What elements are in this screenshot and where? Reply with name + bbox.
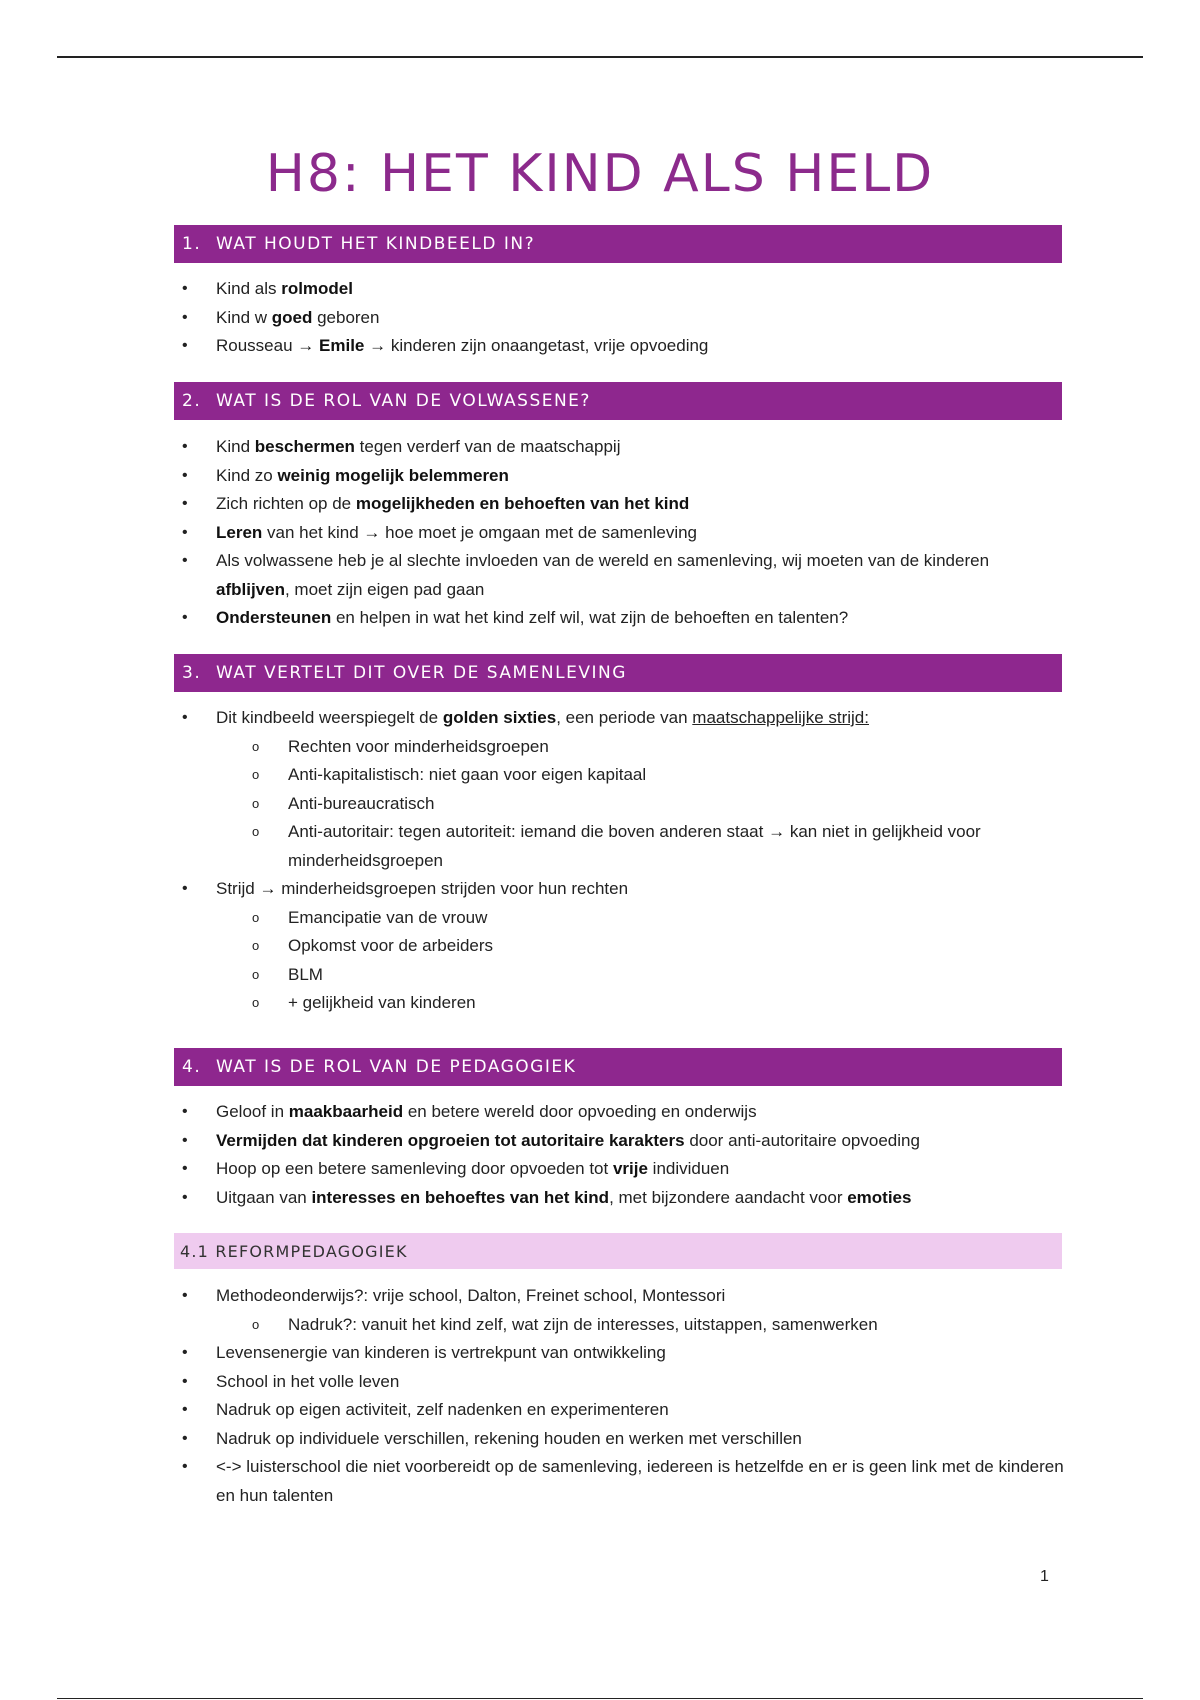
bullet-icon: • bbox=[182, 337, 188, 354]
bullet-icon: • bbox=[182, 280, 188, 297]
section-number: 3. bbox=[182, 663, 202, 683]
sub-list-item: o BLM bbox=[174, 961, 1064, 990]
circle-bullet-icon: o bbox=[252, 938, 260, 953]
section-heading-3 bbox=[174, 654, 1062, 692]
list-item: • Methodeonderwijs?: vrije school, Dalton, Freinet school, Montessori bbox=[174, 1282, 1064, 1311]
sub-list-item: o Anti-bureaucratisch bbox=[174, 790, 1064, 819]
list-item: • Nadruk op eigen activiteit, zelf nadenken en experimenteren bbox=[174, 1396, 1064, 1425]
list-item: • Levensenergie van kinderen is vertrekpunt van ontwikkeling bbox=[174, 1339, 1064, 1368]
bullet-icon: • bbox=[182, 1131, 188, 1149]
arrow-icon: → bbox=[297, 336, 315, 355]
list-item: • Nadruk op individuele verschillen, rekening houden en werken met verschillen bbox=[174, 1425, 1064, 1454]
list-item: • Zich richten op de mogelijkheden en behoeften van het kind bbox=[174, 490, 1064, 519]
circle-bullet-icon: o bbox=[252, 995, 260, 1010]
list-item: • Kind w goed geboren bbox=[174, 304, 1064, 333]
circle-bullet-icon: o bbox=[252, 909, 260, 925]
list-item: • <-> luisterschool die niet voorbereidt op de samenleving, iedereen is hetzelfde en er is geen link met de kinderen en hun talenten bbox=[174, 1453, 1064, 1510]
arrow-icon: → bbox=[369, 336, 387, 355]
section-title: WAT VERTELT DIT OVER DE SAMENLEVING bbox=[216, 663, 627, 683]
circle-bullet-icon: o bbox=[252, 1316, 260, 1332]
section-title: WAT IS DE ROL VAN DE VOLWASSENE? bbox=[216, 391, 591, 411]
bullet-icon: • bbox=[182, 709, 188, 726]
bullet-icon: • bbox=[182, 1160, 188, 1177]
arrow-icon: → bbox=[768, 822, 786, 841]
subsection-heading-4-1 bbox=[174, 1233, 1062, 1269]
list-item: • Leren van het kind → hoe moet je omgaan met de samenleving bbox=[174, 519, 1064, 548]
header-rule bbox=[57, 56, 1143, 58]
section-2-list bbox=[174, 433, 1064, 633]
bullet-icon: • bbox=[182, 1287, 188, 1304]
bullet-icon: • bbox=[182, 552, 188, 569]
circle-bullet-icon: o bbox=[252, 795, 260, 811]
circle-bullet-icon: o bbox=[252, 824, 260, 839]
circle-bullet-icon: o bbox=[252, 966, 260, 982]
section-heading-4 bbox=[174, 1048, 1062, 1086]
sub-list-item: o Emancipatie van de vrouw bbox=[174, 904, 1064, 933]
sub-list-item: o Rechten voor minderheidsgroepen bbox=[174, 733, 1064, 762]
arrow-icon: → bbox=[259, 879, 277, 898]
list-item: • Kind als rolmodel bbox=[174, 275, 1064, 304]
section-heading-1 bbox=[174, 225, 1062, 263]
list-item: • Dit kindbeeld weerspiegelt de golden sixties, een periode van maatschappelijke strijd: bbox=[174, 704, 1064, 733]
list-item: • School in het volle leven bbox=[174, 1368, 1064, 1397]
bullet-icon: • bbox=[182, 1458, 188, 1475]
bullet-icon: • bbox=[182, 1372, 188, 1390]
section-number: 2. bbox=[182, 391, 202, 411]
list-item: • Strijd → minderheidsgroepen strijden voor hun rechten bbox=[174, 875, 1064, 904]
bullet-icon: • bbox=[182, 438, 188, 455]
subsection-4-1-list bbox=[174, 1282, 1064, 1510]
section-4-list bbox=[174, 1098, 1064, 1212]
list-item: • Kind beschermen tegen verderf van de maatschappij bbox=[174, 433, 1064, 462]
sub-list-item: o Anti-autoritair: tegen autoriteit: iemand die boven anderen staat → kan niet in gelijkheid voor minderheidsgroepen bbox=[174, 818, 1064, 875]
section-1-list bbox=[174, 275, 1064, 361]
page-title: H8: HET KIND ALS HELD bbox=[265, 144, 935, 204]
section-title: WAT HOUDT HET KINDBEELD IN? bbox=[216, 234, 536, 254]
bullet-icon: • bbox=[182, 1401, 188, 1418]
bullet-icon: • bbox=[182, 1103, 188, 1120]
circle-bullet-icon: o bbox=[252, 738, 260, 754]
section-3-list bbox=[174, 704, 1064, 1018]
list-item: • Kind zo weinig mogelijk belemmeren bbox=[174, 462, 1064, 491]
list-item: • Geloof in maakbaarheid en betere wereld door opvoeding en onderwijs bbox=[174, 1098, 1064, 1127]
sub-list-item: o Nadruk?: vanuit het kind zelf, wat zijn de interesses, uitstappen, samenwerken bbox=[174, 1311, 1064, 1340]
bullet-icon: • bbox=[182, 466, 188, 484]
section-title: WAT IS DE ROL VAN DE PEDAGOGIEK bbox=[216, 1057, 577, 1077]
list-item: • Hoop op een betere samenleving door opvoeden tot vrije individuen bbox=[174, 1155, 1064, 1184]
sub-list-item: o + gelijkheid van kinderen bbox=[174, 989, 1064, 1018]
bullet-icon: • bbox=[182, 523, 188, 541]
footer-rule bbox=[57, 1698, 1143, 1699]
sub-list-item: o Opkomst voor de arbeiders bbox=[174, 932, 1064, 961]
list-item: • Uitgaan van interesses en behoeftes van het kind, met bijzondere aandacht voor emoties bbox=[174, 1184, 1064, 1213]
bullet-icon: • bbox=[182, 1188, 188, 1206]
bullet-icon: • bbox=[182, 308, 188, 326]
bullet-icon: • bbox=[182, 1429, 188, 1447]
list-item: • Rousseau → Emile → kinderen zijn onaangetast, vrije opvoeding bbox=[174, 332, 1064, 361]
list-item: • Ondersteunen en helpen in wat het kind zelf wil, wat zijn de behoeften en talenten? bbox=[174, 604, 1064, 633]
bullet-icon: • bbox=[182, 880, 188, 897]
page-number: 1 bbox=[1040, 1568, 1049, 1585]
subsection-title: 4.1 REFORMPEDAGOGIEK bbox=[180, 1241, 408, 1261]
arrow-icon: → bbox=[363, 522, 381, 542]
section-heading-2 bbox=[174, 382, 1062, 420]
list-item: • Vermijden dat kinderen opgroeien tot autoritaire karakters door anti-autoritaire opvoeding bbox=[174, 1127, 1064, 1156]
section-number: 4. bbox=[182, 1057, 202, 1077]
list-item: • Als volwassene heb je al slechte invloeden van de wereld en samenleving, wij moeten van de kinderen afblijven, moet zijn eigen pad gaan bbox=[174, 547, 1064, 604]
sub-list-item: o Anti-kapitalistisch: niet gaan voor eigen kapitaal bbox=[174, 761, 1064, 790]
section-number: 1. bbox=[182, 234, 202, 254]
bullet-icon: • bbox=[182, 609, 188, 626]
circle-bullet-icon: o bbox=[252, 767, 260, 782]
bullet-icon: • bbox=[182, 495, 188, 512]
bullet-icon: • bbox=[182, 1344, 188, 1361]
